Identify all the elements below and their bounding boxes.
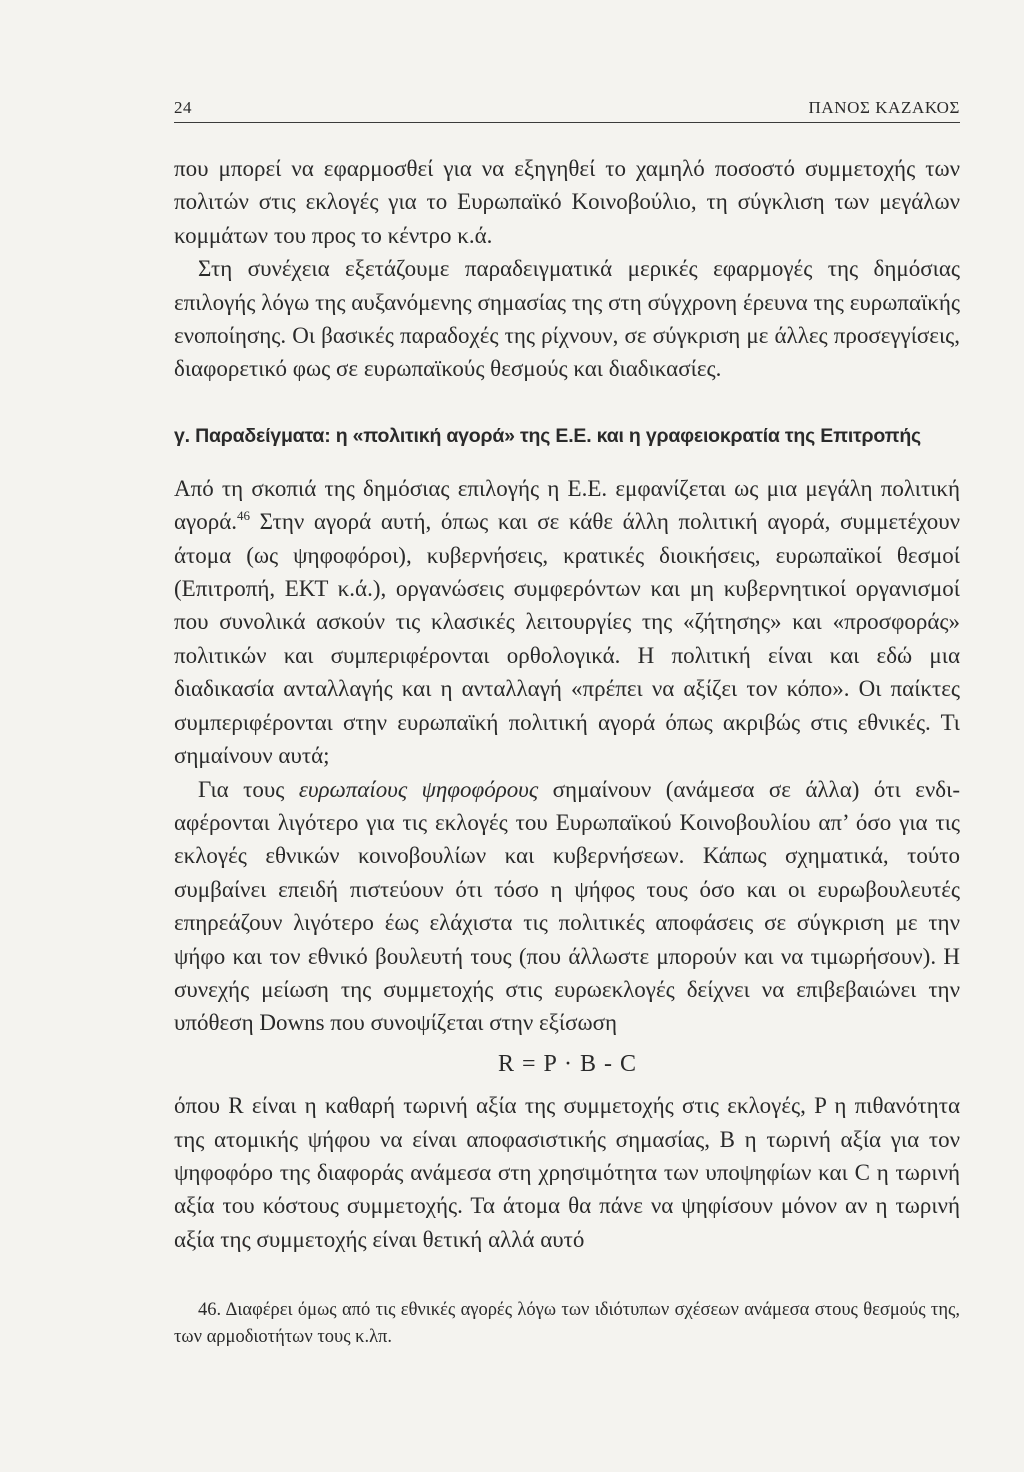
running-header: [174, 98, 960, 123]
paragraph-4-emphasis: ευρωπαίους ψηφοφόρους: [298, 776, 539, 802]
body-text: [174, 152, 960, 1256]
section-heading: γ. Παραδείγματα: η «πολιτική αγορά» της Ε.Ε. και η γραφειοκρατία της Επιτροπής: [174, 424, 921, 447]
page-number: 24: [174, 98, 192, 117]
paragraph-2: Στη συνέχεια εξετάζουμε παραδειγματικά μερικές εφαρμογές της δημόσιας επιλογής λόγω της αυξανόμενης σημασίας της στη σύγχρονη έρευνα της ευρωπαϊκής ενοποίησης. Οι βασικές παραδοχές της ρίχνουν, σε σύγκριση με άλλες προσεγγίσεις, διαφορετικό φως σε ευρωπαϊκούς θεσμούς και διαδικασίες.: [174, 256, 960, 382]
paragraph-4-rest: σημαίνουν (ανάμεσα σε άλλα) ότι ενδιαφέρονται λιγότερο για τις εκλογές του Ευρωπαϊκού Κοινοβουλίου απ’ όσο για τις εκλογές εθνικών κοινοβουλίων και κυβερνήσεων. Κάπως σχηματικά, τούτο συμβαίνει επειδή πιστεύουν ότι τόσο η ψήφος τους όσο και οι ευρωβουλευτές επηρεάζουν λιγότερο έως ελάχιστα τις πολιτικές αποφάσεις σε σύγκριση με την ψήφο και τον εθνικό βουλευτή τους (που άλλωστε μπορούν και να τιμωρήσουν). Η συνεχής μείωση της συμμετοχής στις ευρωεκλογές δείχνει να επιβεβαιώνει την υπόθεση Downs που συνοψίζεται στην εξίσωση: [174, 776, 960, 1036]
paragraph-3: [174, 472, 960, 773]
paragraph-5: όπου R είναι η καθαρή τωρινή αξία της συμμετοχής στις εκλογές, P η πιθανότητα της ατομικής ψήφου να είναι αποφασιστικής σημασίας, B η τωρινή αξία για τον ψηφοφόρο της διαφοράς ανάμεσα στη χρησιμότητα των υποψηφίων και C η τωρινή αξία του κόστους συμμετοχής. Τα άτομα θα πάνε να ψηφίσουν μόνον αν η τωρινή αξία της συμμετοχής είναι θετική αλλά αυτό: [174, 1093, 960, 1252]
paragraph-4: [174, 773, 960, 1040]
running-header-author: ΠΑΝΟΣ ΚΑΖΑΚΟΣ: [808, 98, 960, 117]
paragraph-3-rest: Στην αγορά αυτή, όπως και σε κάθε άλλη πολιτική αγορά, συμμετέχουν άτομα (ως ψηφοφόροι), κυβερνήσεις, κρατικές διοικήσεις, ευρωπαϊκοί θεσμοί (Επιτροπή, ΕΚΤ κ.ά.), οργανώσεις συμφερόντων και μη κυβερνητικοί οργανισμοί που συνολικά ασκούν τις κλασικές λειτουργίες της «ζήτησης» και «προσφοράς» πολιτικών και συμπεριφέρονται ορθολογικά. Η πολιτική είναι και εδώ μια διαδικασία ανταλλαγής και η ανταλλαγή «πρέπει να αξίζει τον κόπο». Οι παίκτες συμπεριφέρονται στην ευρωπαϊκή πολιτική αγορά όπως ακριβώς στις εθνικές. Τι σημαίνουν αυτά;: [174, 509, 960, 769]
footnote-46: 46. Διαφέρει όμως από τις εθνικές αγορές λόγω των ιδιότυπων σχέσεων ανάμεσα στους θεσμούς της, των αρμοδιοτήτων τους κ.λπ.: [174, 1300, 960, 1347]
paragraph-1: που μπορεί να εφαρμοσθεί για να εξηγηθεί το χαμηλό ποσοστό συμμετοχής των πολιτών στις εκλογές για το Ευρωπαϊκό Κοινοβούλιο, τη σύγκλιση των μεγάλων κομμάτων του προς το κέντρο κ.ά.: [174, 156, 960, 248]
footnote-section: [174, 1297, 960, 1351]
footnote-ref-46[interactable]: 46: [237, 508, 250, 524]
paragraph-3-start: Από τη σκοπιά της δημόσιας επιλογής η Ε.Ε. εμφανίζεται ως μια μεγάλη πολιτική αγορά.: [174, 475, 960, 535]
paragraph-4-start: Για τους: [198, 776, 299, 802]
downs-equation: R = P · B - C: [498, 1050, 636, 1077]
